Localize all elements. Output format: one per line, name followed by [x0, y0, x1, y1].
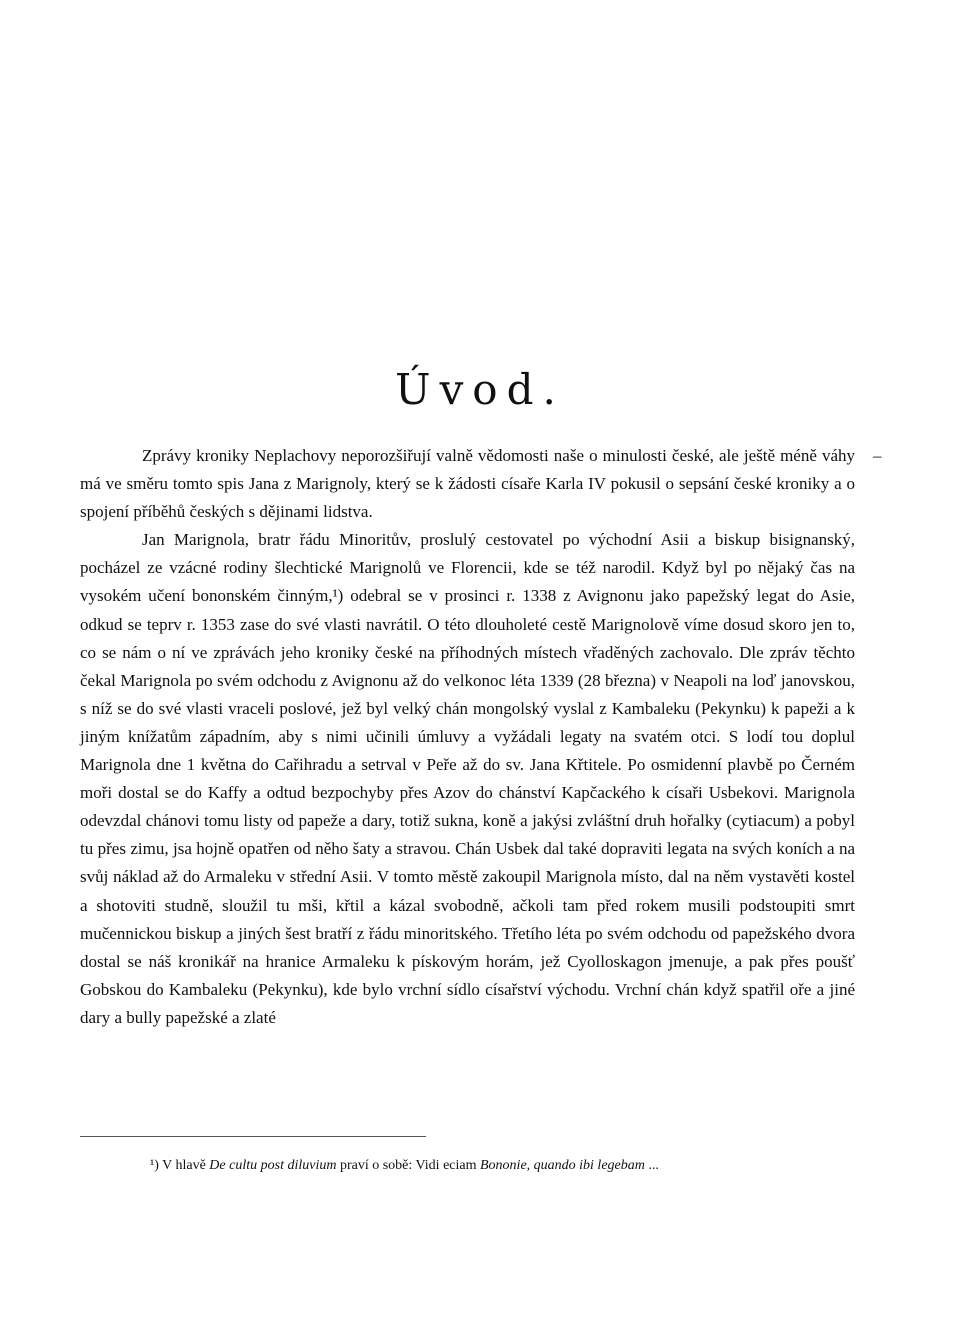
footnote-divider [80, 1136, 426, 1137]
footnote-marker: ¹) [150, 1158, 159, 1173]
footnote-title-italic: De cultu post diluvium [209, 1158, 337, 1173]
paragraph-2: Jan Marignola, bratr řádu Minoritův, proslulý cestovatel po východní Asii a biskup bisignanský, pocházel ze vzácné rodiny šlechtické Marignolů ve Florencii, kde se též narodil. Když byl po nějaký čas na vysokém učení bononském činným,¹) odebral se v prosinci r. 1338 z Avignonu jako papežský legat do Asie, odkud se teprv r. 1353 zase do své vlasti navrátil. O této dlouholeté cestě Marignolově víme dosud skoro jen to, co se nám o ní ve zprávách jeho kroniky české na příhodných místech vřaděných zachovalo. Dle zpráv těchto čekal Marignola po svém odchodu z Avignonu až do velkonoc léta 1339 (28 března) v Neapoli na loď janovskou, s níž se do své vlasti vraceli poslové, jež byl velký chán mongolský vyslal z Kambaleku (Pekynku) k papeži a k jiným knížatům západním, aby s nimi učinili úmluvy a vyžádali legaty na svatém otci. S lodí tou doplul Marignola dne 1 května do Cařihradu a setrval v Peře až do sv. Jana Křtitele. Po osmidenní plavbě po Černém moři dostal se do Kaffy a odtud bezpochyby přes Azov do chánství Kapčackého k císaři Usbekovi. Marignola odevzdal chánovi tomu listy od papeže a dary, totiž sukna, koně a jakýsi zvláštní druh hořalky (cytiacum) a pobyl tu přes zimu, jsa hojně opatřen od něho šaty a stravou. Chán Usbek dal také dopraviti legata na svých koních a na svůj náklad až do Armaleku v střední Asii. V tomto městě zakoupil Marignola místo, dal na něm vystavěti kostel a shotoviti studně, sloužil tu mši, křtil a kázal svobodně, ačkoli tam před rokem musili podstoupiti smrt mučennickou biskup a jiných šest bratří z řádu minoritského. Třetího léta po svém odchodu od papežského dvora dostal se náš kronikář na hranice Armaleku k pískovým horám, jež Cyolloskagon jmenuje, a pak přes poušť Gobskou do Kambaleku (Pekynku), kde bylo vrchní sídlo císařství východu. Vrchní chán když spatřil oře a jiné dary a bully papežské a zlaté [80, 530, 855, 1027]
footnote-lead: V hlavě [162, 1158, 206, 1173]
footnote [150, 1157, 659, 1175]
page-title: Úvod. [395, 365, 565, 414]
body-text [80, 442, 855, 1032]
footnote-quote-italic: Bononie, quando ibi legebam [480, 1158, 645, 1173]
footnote-middle: praví o sobě: Vidi eciam [339, 1158, 477, 1173]
footnote-ellipsis: ... [648, 1158, 659, 1173]
paragraph-1: Zprávy kroniky Neplachovy neporozšiřují valně vědomosti naše o minulosti české, ale ještě méně váhy má ve směru tomto spis Jana z Marignoly, který se k žádosti císaře Karla IV pokusil o sepsání české kroniky a o spojení příběhů českých s dějinami lidstva. [80, 446, 855, 522]
margin-mark: – [873, 446, 882, 465]
